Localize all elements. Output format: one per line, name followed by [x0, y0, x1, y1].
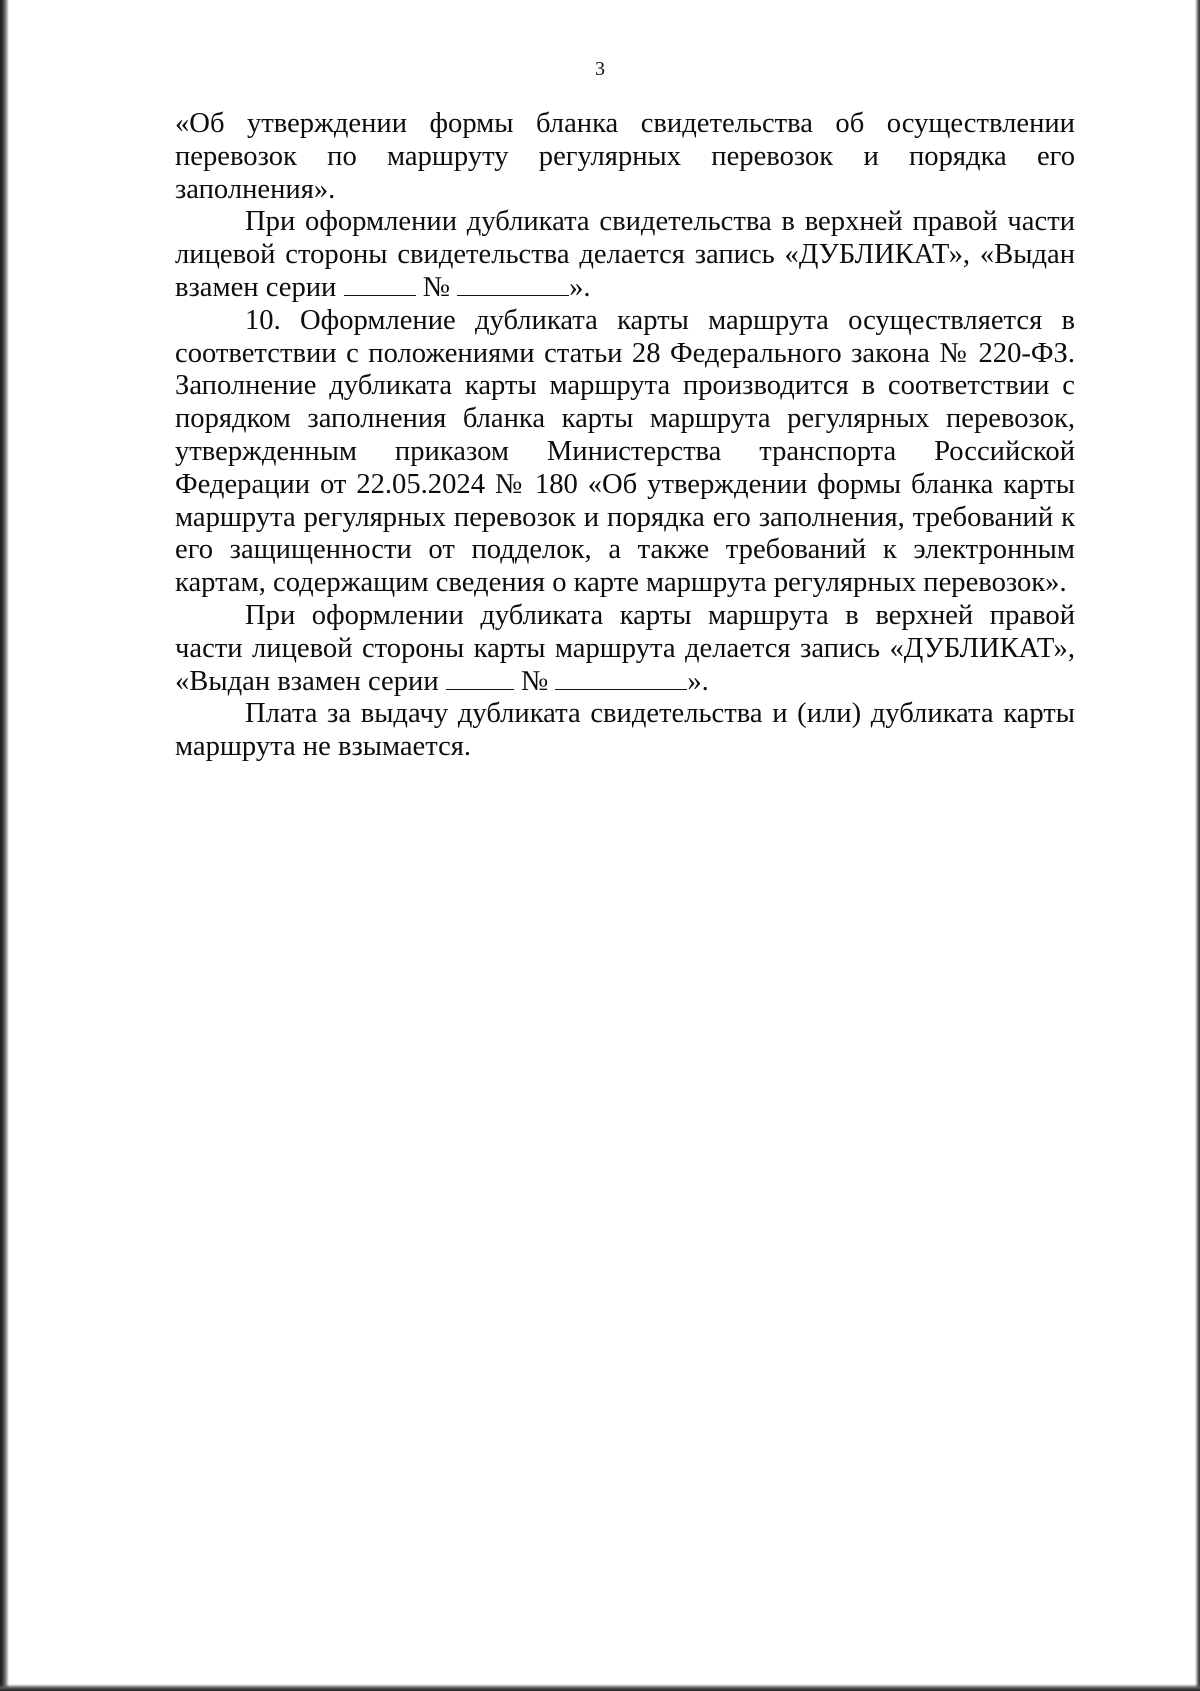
paragraph-route-map-duplicate: 10. Оформление дубликата карты маршрута осуществляется в соответствии с положениями статьи 28 Федерального закона № 220-ФЗ. Заполнение дубликата карты маршрута производится в соответствии с порядком заполнения бланка карты маршрута регулярных перевозок, утвержденным приказом Министерства транспорта Российской Федерации от 22.05.2024 № 180 «Об утверждении формы бланка карты маршрута регулярных перевозок и порядка его заполнения, требований к его защищенности от подделок, а также требований к электронным картам, содержащим сведения о карте маршрута регулярных перевозок». — [175, 304, 1075, 599]
document-body — [175, 108, 1075, 764]
number-blank-line — [457, 273, 569, 296]
scan-shadow-bottom — [0, 1684, 1200, 1691]
number-sign: № — [415, 271, 458, 303]
paragraph-certificate-duplicate-text: При оформлении дубликата свидетельства в верхней правой части лицевой стороны свидетельства делается запись «ДУБЛИКАТ», «Выдан взамен серии — [175, 206, 1075, 303]
paragraph-order-title-continuation: «Об утверждении формы бланка свидетельства об осуществлении перевозок по маршруту регулярных перевозок и порядка его заполнения». — [175, 108, 1075, 205]
paragraph-route-map-marking-text: При оформлении дубликата карты маршрута в верхней правой части лицевой стороны карты маршрута делается запись «ДУБЛИКАТ», «Выдан взамен серии — [175, 599, 1075, 697]
paragraph-route-map-marking — [175, 600, 1075, 698]
series-blank-line — [344, 273, 416, 296]
series-blank-line — [446, 667, 514, 690]
paragraph-fee: Плата за выдачу дубликата свидетельства и (или) дубликата карты маршрута не взымается. — [175, 698, 1075, 763]
number-sign: № — [513, 665, 556, 697]
closing-quote: ». — [569, 271, 591, 303]
page-number: 3 — [595, 58, 605, 80]
scan-shadow-left — [0, 0, 9, 1691]
paragraph-certificate-duplicate — [175, 206, 1075, 304]
closing-quote: ». — [687, 665, 709, 697]
scan-shadow-right — [1195, 0, 1200, 1691]
number-blank-line — [555, 667, 687, 690]
